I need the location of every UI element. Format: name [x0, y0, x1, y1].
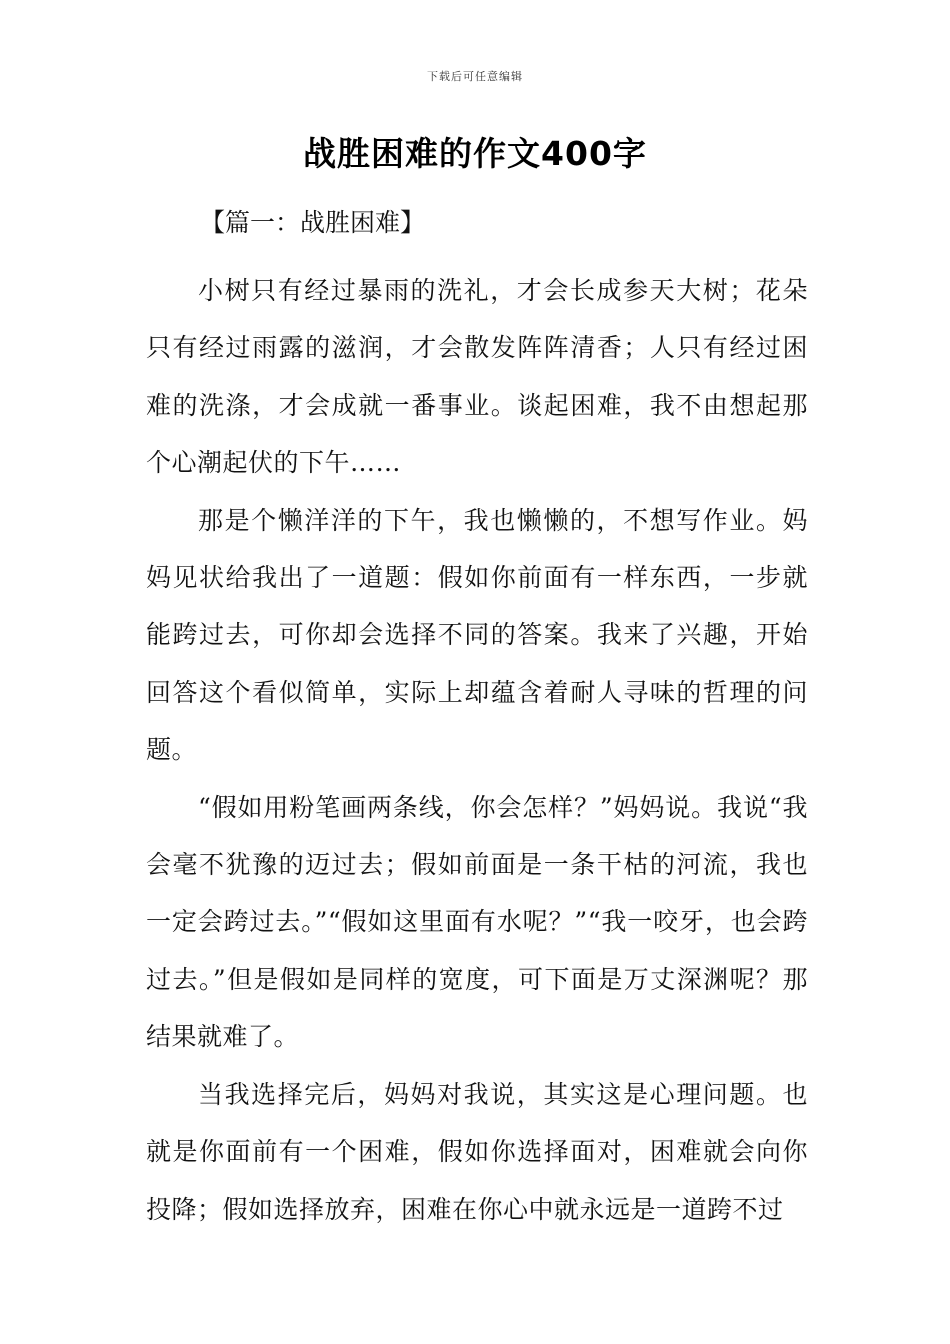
paragraph-3: “假如用粉笔画两条线，你会怎样？”妈妈说。我说“我会毫不犹豫的迈过去；假如前面是一条干枯的河流，我也一定会跨过去。”“假如这里面有水呢？”“我一咬牙，也会跨过去。”但是假如是同样的宽度，可下面是万丈深渊呢？那结果就难了。: [146, 792, 808, 1052]
document-title: 战胜困难的作文400字: [303, 134, 647, 173]
paragraph-2: 那是个懒洋洋的下午，我也懒懒的，不想写作业。妈妈见状给我出了一道题：假如你前面有一样东西，一步就能跨过去，可你却会选择不同的答案。我来了兴趣，开始回答这个看似简单，实际上却蕴含着耐人寻味的哲理的问题。: [146, 505, 808, 765]
header-note: 下载后可任意编辑: [427, 70, 523, 83]
paragraph-1: 小树只有经过暴雨的洗礼，才会长成参天大树；花朵只有经过雨露的滋润，才会散发阵阵清香；人只有经过困难的洗涤，才会成就一番事业。谈起困难，我不由想起那个心潮起伏的下午……: [146, 276, 808, 478]
paragraph-4: 当我选择完后，妈妈对我说，其实这是心理问题。也就是你面前有一个困难，假如你选择面对，困难就会向你投降；假如选择放弃，困难在你心中就永远是一道跨不过: [146, 1079, 808, 1224]
essay-body: [146, 262, 808, 1238]
section-heading: 【篇一：战胜困难】: [200, 208, 426, 237]
